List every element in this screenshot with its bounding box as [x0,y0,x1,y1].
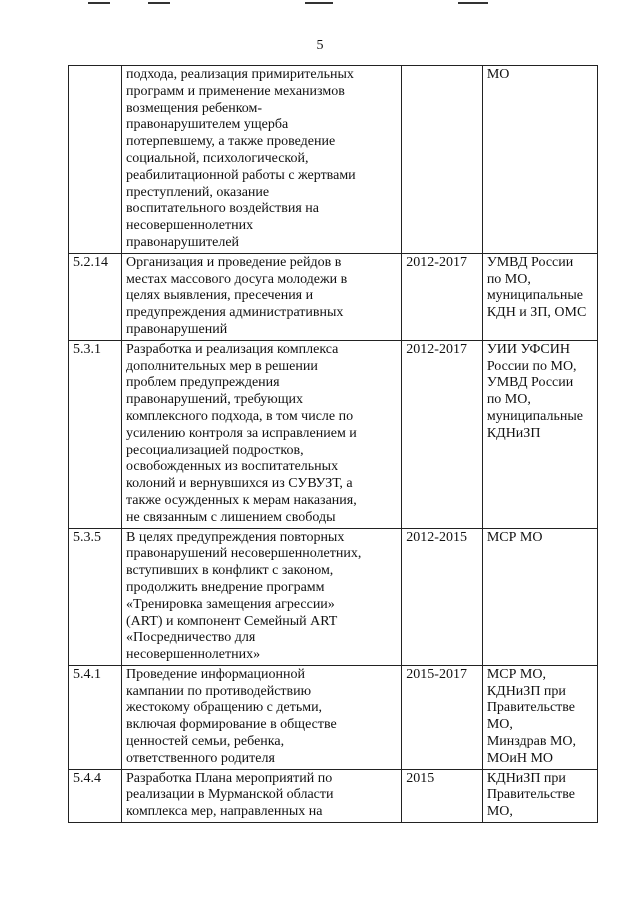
responsible-line: по МО, [486,392,531,408]
table-row [69,340,598,528]
period-cell: 2015-2017 [402,665,483,769]
measure-text-line: воспитательного воздействия на [126,201,319,217]
item-number-cell: 5.2.14 [69,253,122,340]
measure-text-line: не связанным с лишением свободы [126,509,336,525]
measure-text-line: комплексного подхода, в том числе по [126,408,354,424]
responsible-line: КДНиЗП при [486,683,566,699]
responsible-line: УМВД России [486,254,574,270]
measure-text-line: В целях предупреждения повторных [126,529,345,545]
responsible-line: муниципальные [486,288,583,304]
measure-text-cell [122,665,402,769]
measure-text-line: также осужденных к мерам наказания, [126,492,357,508]
responsible-cell [482,665,597,769]
table-row [69,528,598,665]
measure-text-line: возмещения ребенком- [126,100,263,116]
measure-text-line: правонарушений [126,321,228,337]
measure-text-line: программ и применение механизмов [126,83,345,99]
measure-text-line: кампании по противодействию [126,683,312,699]
measure-text-line: комплекса мер, направленных на [126,804,323,820]
measure-text-line: реализации в Мурманской области [126,787,334,803]
responsible-line: Минздрав МО, [486,734,577,750]
responsible-line: Правительстве [486,787,576,803]
measure-text-line: правонарушителем ущерба [126,117,289,133]
measure-text-line: ответственного родителя [126,750,275,766]
measure-text-line: правонарушений, требующих [126,392,304,408]
period-cell: 2012-2015 [402,528,483,665]
period-cell: 2012-2017 [402,253,483,340]
measure-text-line: включая формирование в обществе [126,717,337,733]
item-number-cell [69,66,122,254]
measure-text-line: дополнительных мер в решении [126,358,318,374]
table-row [69,66,598,254]
measure-text-line: ресоциализацией подростков, [126,442,304,458]
measure-text-line: освобожденных из воспитательных [126,459,339,475]
measure-text-line: усилению контроля за исправлением и [126,425,357,441]
measure-text-line: ценностей семьи, ребенка, [126,734,285,750]
responsible-line: муниципальные [486,408,583,424]
measure-text-line: «Посредничество для [126,630,256,646]
measure-text-line: «Тренировка замещения агрессии» [126,596,335,612]
table-row [69,253,598,340]
page-number: 5 [316,38,324,53]
responsible-cell [482,528,597,665]
responsible-line: КДН и ЗП, ОМС [486,305,587,321]
measure-text-line: жестокому обращению с детьми, [126,700,323,716]
measure-text-line: преступлений, оказание [126,184,270,200]
responsible-line: МО, [486,804,513,820]
table-row [69,769,598,822]
table-row [69,665,598,769]
responsible-cell [482,769,597,822]
measure-text-line: Проведение информационной [126,666,305,682]
item-number-cell: 5.3.1 [69,340,122,528]
measure-text-line: социальной, психологической, [126,150,309,166]
measure-text-cell [122,340,402,528]
responsible-line: МСР МО [486,529,543,545]
measure-text-line: местах массового досуга молодежи в [126,271,348,287]
measure-text-line: проблем предупреждения [126,375,280,391]
responsible-cell [482,66,597,254]
measure-text-line: колоний и вернувшихся из СУВУЗТ, а [126,476,353,492]
period-cell: 2012-2017 [402,340,483,528]
measure-text-cell [122,253,402,340]
responsible-line: УИИ УФСИН [486,341,570,357]
measure-text-line: потерпевшему, а также проведение [126,134,336,150]
measure-text-line: целях выявления, пресечения и [126,288,314,304]
period-cell: 2015 [402,769,483,822]
responsible-cell [482,253,597,340]
responsible-line: УМВД России [486,375,574,391]
measure-text-line: правонарушений несовершеннолетних, [126,546,362,562]
measure-text-cell [122,528,402,665]
measure-text-line: вступивших в конфликт с законом, [126,563,334,579]
measure-text-line: Разработка Плана мероприятий по [126,770,333,786]
measures-table [68,65,598,823]
scan-top-marks [0,0,640,6]
responsible-line: Правительстве [486,700,576,716]
measure-text-line: (ART) и компонент Семейный ART [126,613,338,629]
responsible-line: КДНиЗП [486,425,541,441]
responsible-line: МО [486,67,510,82]
responsible-line: по МО, [486,271,531,287]
responsible-line: КДНиЗП при [486,770,566,786]
measure-text-line: предупреждения административных [126,305,344,321]
measure-text-line: правонарушителей [126,234,240,250]
measure-text-line: Организация и проведение рейдов в [126,254,342,270]
item-number-cell: 5.4.1 [69,665,122,769]
table-body [69,66,598,823]
measure-text-line: реабилитационной работы с жертвами [126,167,356,183]
period-cell [402,66,483,254]
responsible-cell [482,340,597,528]
measure-text-line: Разработка и реализация комплекса [126,341,339,357]
measure-text-cell [122,66,402,254]
measure-text-line: продолжить внедрение программ [126,579,325,595]
measure-text-cell [122,769,402,822]
responsible-line: МОиН МО [486,750,554,766]
item-number-cell: 5.4.4 [69,769,122,822]
responsible-line: МО, [486,717,513,733]
item-number-cell: 5.3.5 [69,528,122,665]
responsible-line: МСР МО, [486,666,546,682]
responsible-line: России по МО, [486,358,577,374]
measure-text-line: несовершеннолетних [126,218,254,234]
measure-text-line: подхода, реализация примирительных [126,67,354,82]
measure-text-line: несовершеннолетних» [126,647,261,663]
